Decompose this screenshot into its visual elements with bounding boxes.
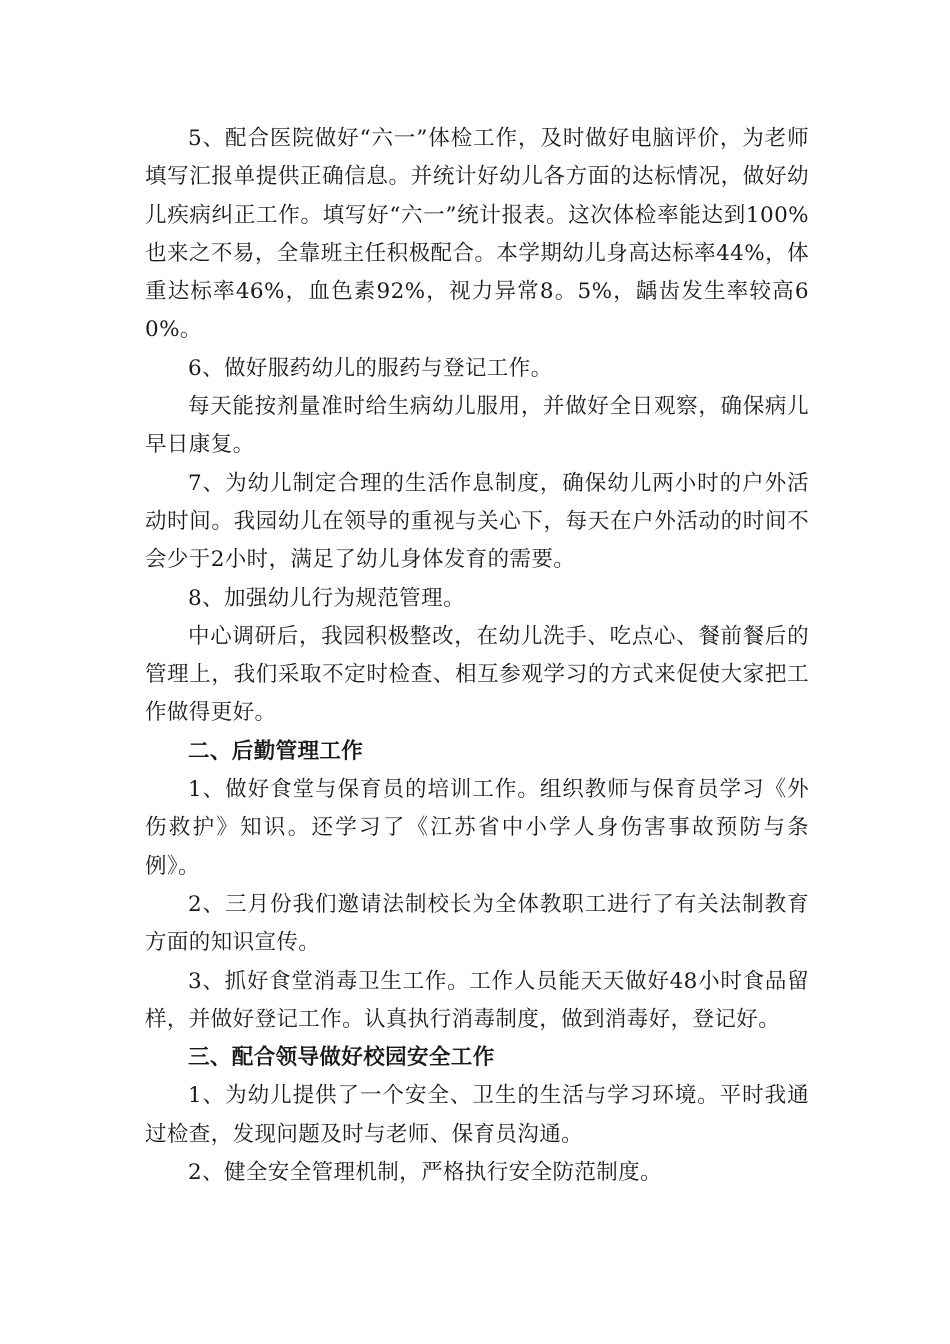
document-body (145, 120, 809, 1192)
paragraph-logistics-2: 2、三月份我们邀请法制校长为全体教职工进行了有关法制教育方面的知识宣传。 (145, 891, 809, 956)
paragraph-item-5: 5、配合医院做好“六一”体检工作，及时做好电脑评价，为老师填写汇报单提供正确信息。并统计好幼儿各方面的达标情况，做好幼儿疾病纠正工作。填写好“六一”统计报表。这次体检率能达到100%也来之不易，全靠班主任积极配合。本学期幼儿身高达标率44%，体重达标率46%，血色素92%，视力异常8。5%，龋齿发生率较高60%。 (145, 126, 809, 343)
paragraph-item-7: 7、为幼儿制定合理的生活作息制度，确保幼儿两小时的户外活动时间。我园幼儿在领导的重视与关心下，每天在户外活动的时间不会少于2小时，满足了幼儿身体发育的需要。 (145, 470, 809, 573)
paragraph-item-8: 8、加强幼儿行为规范管理。 (188, 585, 465, 611)
paragraph-item-6: 6、做好服药幼儿的服药与登记工作。 (188, 355, 553, 381)
paragraph-safety-2: 2、健全安全管理机制，严格执行安全防范制度。 (188, 1160, 662, 1186)
paragraph-item-6-detail: 每天能按剂量准时给生病幼儿服用，并做好全日观察，确保病儿早日康复。 (145, 394, 809, 458)
section-heading-safety: 三、配合领导做好校园安全工作 (188, 1045, 495, 1071)
paragraph-logistics-1: 1、做好食堂与保育员的培训工作。组织教师与保育员学习《外伤救护》知识。还学习了《江苏省中小学人身伤害事故预防与条例》。 (145, 777, 809, 879)
paragraph-item-8-detail: 中心调研后，我园积极整改，在幼儿洗手、吃点心、餐前餐后的管理上，我们采取不定时检查、相互参观学习的方式来促使大家把工作做得更好。 (145, 623, 809, 726)
paragraph-logistics-3: 3、抓好食堂消毒卫生工作。工作人员能天天做好48小时食品留样，并做好登记工作。认真执行消毒制度，做到消毒好，登记好。 (145, 968, 809, 1032)
paragraph-safety-1: 1、为幼儿提供了一个安全、卫生的生活与学习环境。平时我通过检查，发现问题及时与老师、保育员沟通。 (145, 1083, 809, 1147)
section-heading-logistics: 二、后勤管理工作 (188, 738, 364, 764)
